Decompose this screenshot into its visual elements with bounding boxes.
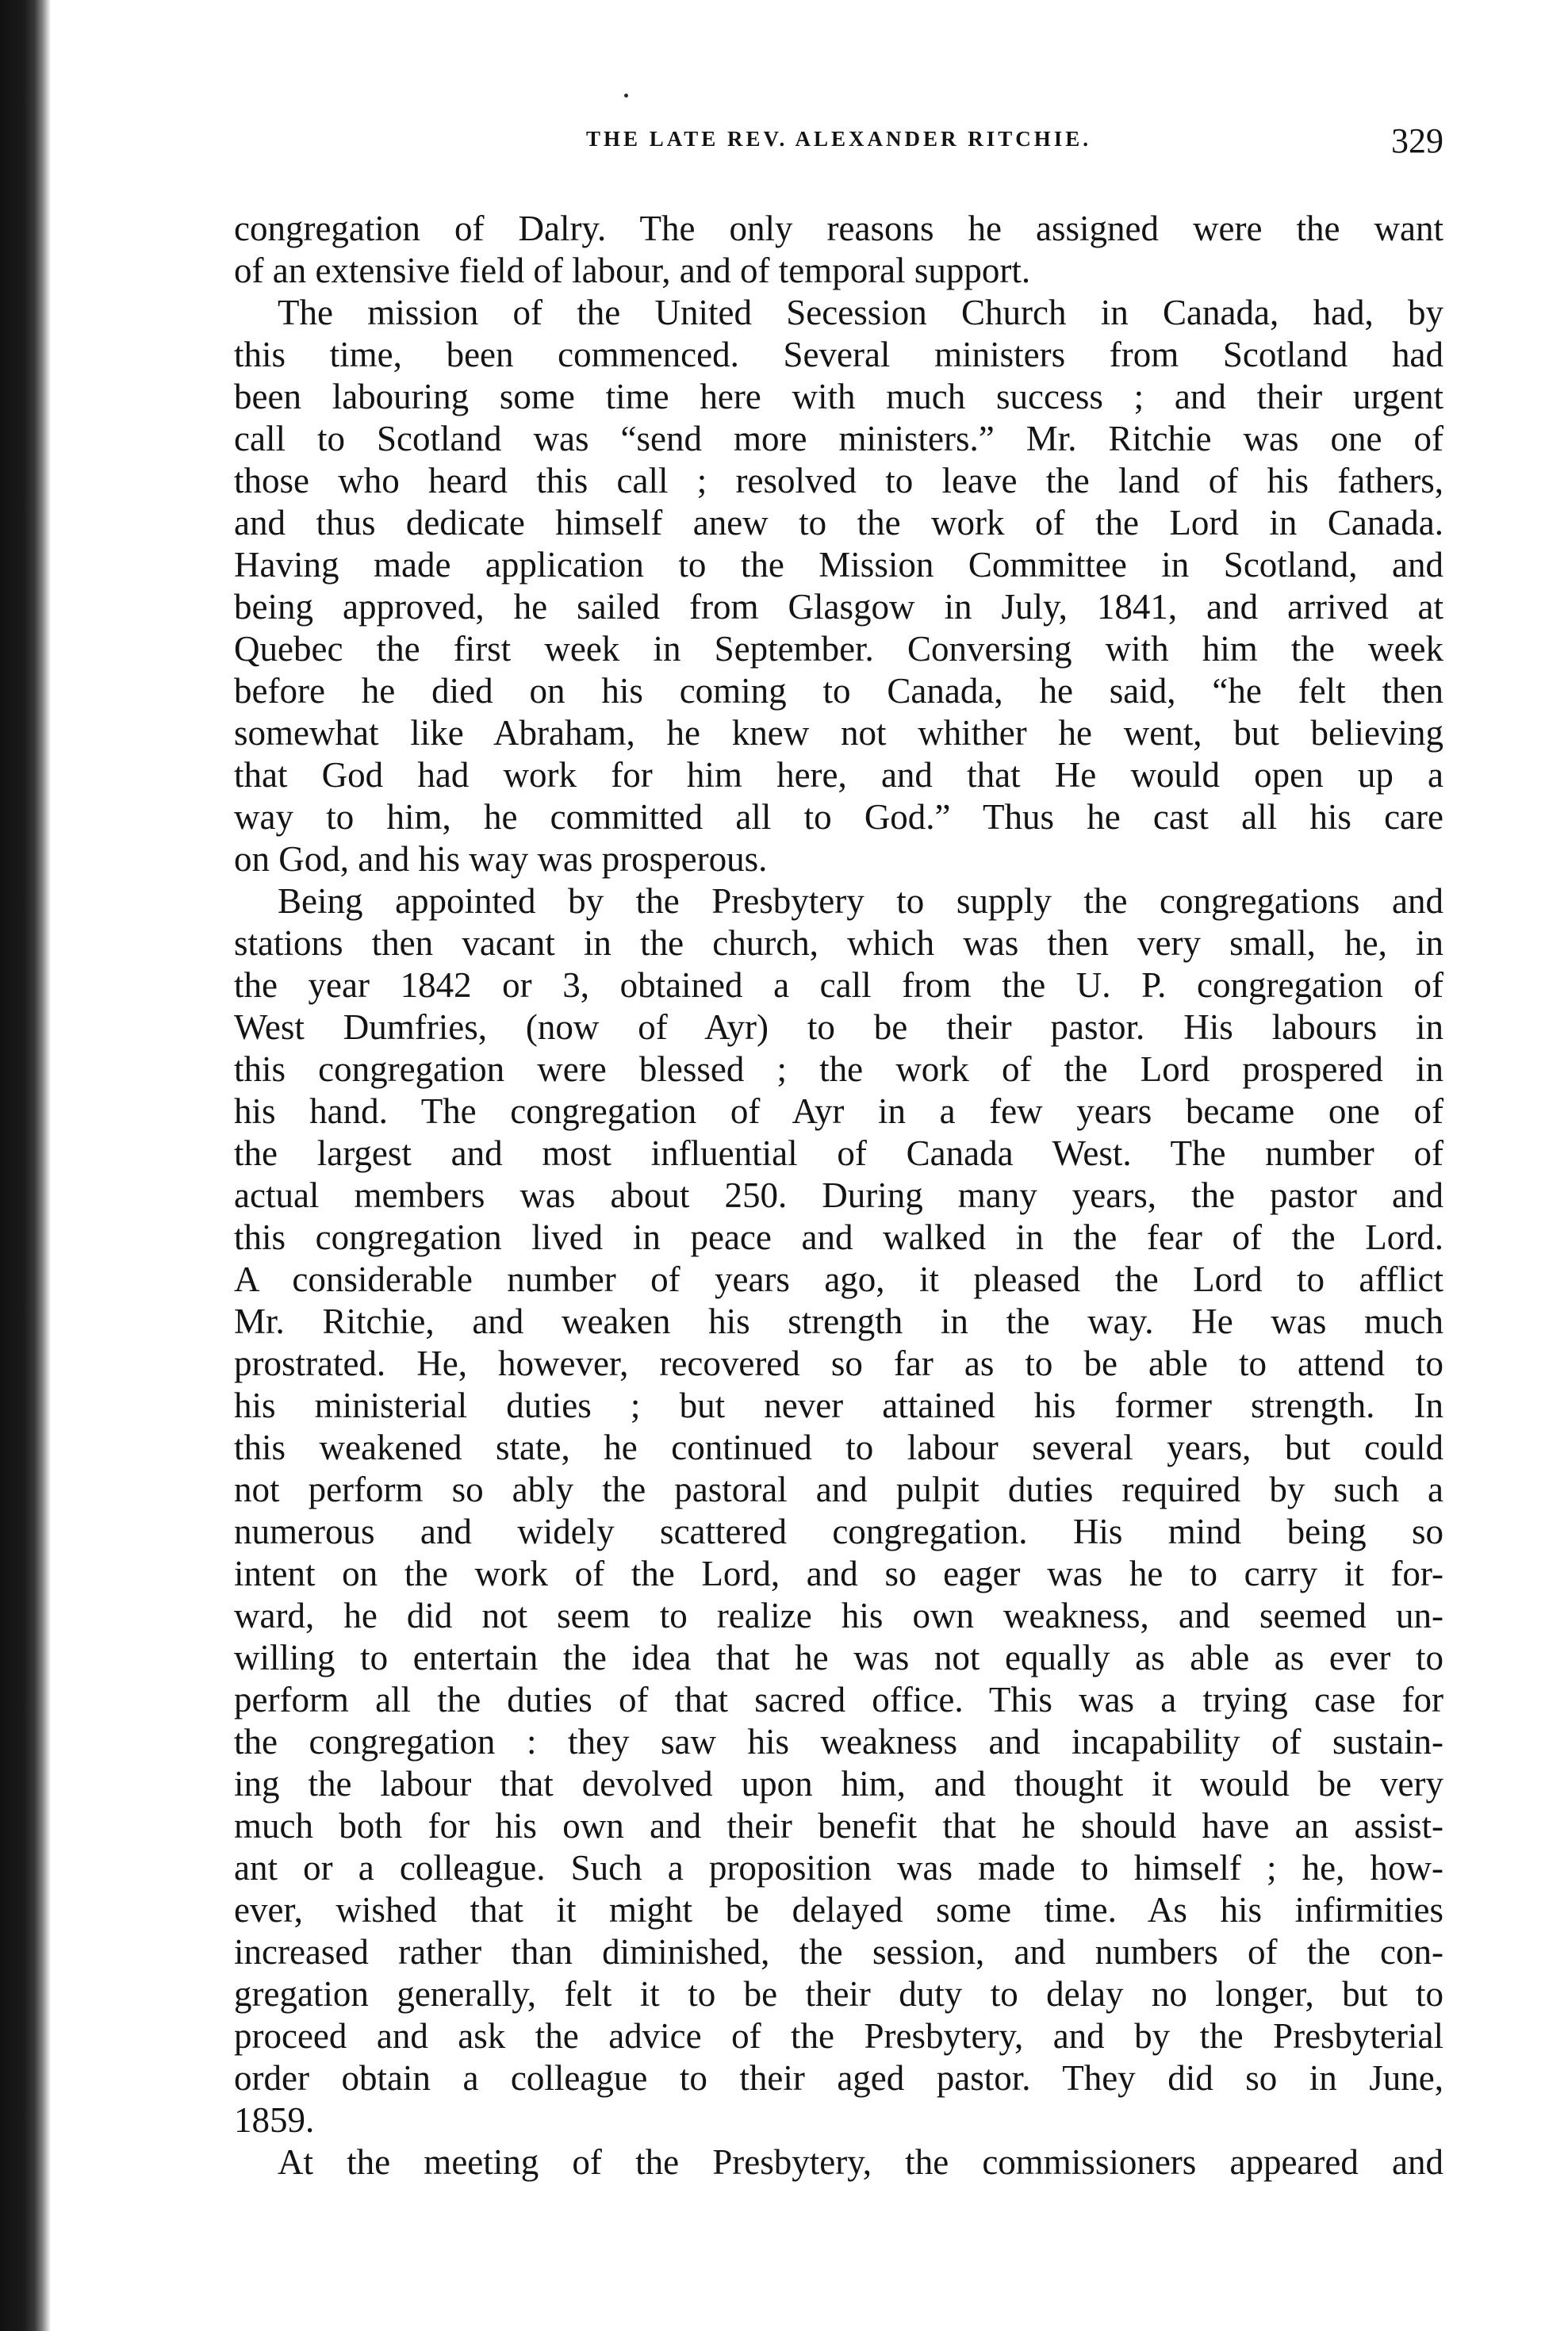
text-line: this weakened state, he continued to labour several years, but could: [234, 1428, 1443, 1467]
text-line: stations then vacant in the church, which was then very small, he, in: [234, 923, 1443, 963]
text-line: the largest and most influential of Canada West. The number of: [234, 1133, 1443, 1173]
text-line: much both for his own and their benefit that he should have an assist-: [234, 1806, 1443, 1846]
book-page: [234, 0, 1443, 2331]
text-line: not perform so ably the pastoral and pulpit duties required by such a: [234, 1470, 1443, 1509]
text-line: congregation of Dalry. The only reasons he assigned were the want: [234, 209, 1443, 248]
text-line: on God, and his way was prosperous.: [234, 839, 768, 879]
text-line: numerous and widely scattered congregation. His mind being so: [234, 1512, 1443, 1551]
text-line: increased rather than diminished, the session, and numbers of the con-: [234, 1932, 1443, 1972]
text-line: Mr. Ritchie, and weaken his strength in the way. He was much: [234, 1302, 1443, 1341]
page-header: [234, 121, 1443, 167]
text-line: somewhat like Abraham, he knew not whither he went, but believing: [234, 713, 1443, 753]
page-binding-edge: [0, 0, 51, 2331]
text-line: this congregation lived in peace and walked in the fear of the Lord.: [234, 1217, 1443, 1257]
text-line: his ministerial duties ; but never attained his former strength. In: [234, 1386, 1443, 1425]
text-line: ant or a colleague. Such a proposition was made to himself ; he, how-: [234, 1848, 1443, 1888]
text-line: ever, wished that it might be delayed some time. As his infirmities: [234, 1890, 1443, 1930]
page-number: 329: [1391, 121, 1443, 160]
text-line: gregation generally, felt it to be their duty to delay no longer, but to: [234, 1974, 1443, 2014]
text-line: willing to entertain the idea that he was not equally as able as ever to: [234, 1638, 1443, 1677]
text-line: At the meeting of the Presbytery, the commissioners appeared and: [278, 2142, 1443, 2182]
text-line: way to him, he committed all to God.” Thus he cast all his care: [234, 797, 1443, 837]
text-line: of an extensive field of labour, and of temporal support.: [234, 251, 1031, 290]
text-line: order obtain a colleague to their aged pastor. They did so in June,: [234, 2058, 1443, 2098]
text-line: perform all the duties of that sacred office. This was a trying case for: [234, 1680, 1443, 1719]
text-line: and thus dedicate himself anew to the work of the Lord in Canada.: [234, 503, 1443, 542]
text-line: 1859.: [234, 2100, 315, 2140]
text-line: A considerable number of years ago, it pleased the Lord to afflict: [234, 1259, 1443, 1299]
text-line: been labouring some time here with much success ; and their urgent: [234, 377, 1443, 416]
text-line: his hand. The congregation of Ayr in a few years became one of: [234, 1091, 1443, 1131]
text-line: prostrated. He, however, recovered so far as to be able to attend to: [234, 1344, 1443, 1383]
text-line: this congregation were blessed ; the work of the Lord prospered in: [234, 1049, 1443, 1089]
body-text: [234, 208, 1443, 2183]
text-line: the congregation : they saw his weakness and incapability of sustain-: [234, 1722, 1443, 1762]
text-line: ing the labour that devolved upon him, and thought it would be very: [234, 1764, 1443, 1804]
text-line: Having made application to the Mission Committee in Scotland, and: [234, 545, 1443, 585]
text-line: Quebec the first week in September. Conversing with him the week: [234, 629, 1443, 669]
text-line: that God had work for him here, and that He would open up a: [234, 755, 1443, 795]
text-line: Being appointed by the Presbytery to supply the congregations and: [278, 881, 1443, 921]
text-line: The mission of the United Secession Church in Canada, had, by: [278, 293, 1443, 332]
text-line: those who heard this call ; resolved to leave the land of his fathers,: [234, 461, 1443, 500]
text-line: intent on the work of the Lord, and so eager was he to carry it for-: [234, 1554, 1443, 1593]
page-dot-mark: [624, 94, 628, 98]
running-head: THE LATE REV. ALEXANDER RITCHIE.: [585, 127, 1092, 151]
text-line: being approved, he sailed from Glasgow in July, 1841, and arrived at: [234, 587, 1443, 627]
text-line: call to Scotland was “send more ministers.” Mr. Ritchie was one of: [234, 419, 1443, 458]
text-line: actual members was about 250. During many years, the pastor and: [234, 1175, 1443, 1215]
text-line: ward, he did not seem to realize his own weakness, and seemed un-: [234, 1596, 1443, 1635]
text-line: West Dumfries, (now of Ayr) to be their pastor. His labours in: [234, 1007, 1443, 1047]
text-line: proceed and ask the advice of the Presbytery, and by the Presbyterial: [234, 2016, 1443, 2056]
text-line: this time, been commenced. Several ministers from Scotland had: [234, 335, 1443, 374]
text-line: the year 1842 or 3, obtained a call from the U. P. congregation of: [234, 965, 1443, 1005]
text-line: before he died on his coming to Canada, he said, “he felt then: [234, 671, 1443, 711]
